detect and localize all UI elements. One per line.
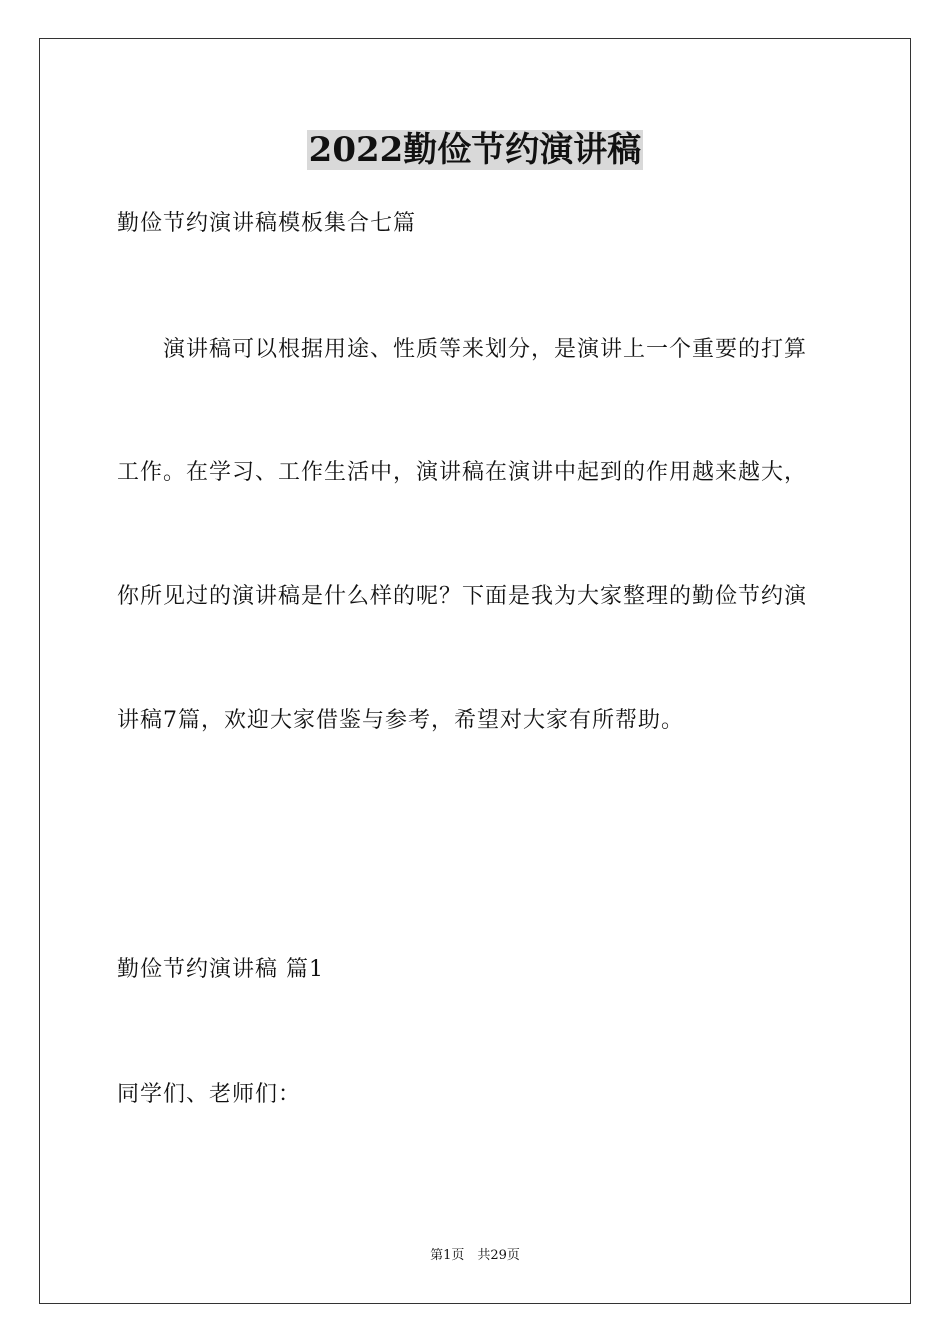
document-title: [0, 128, 950, 172]
document-title-text: 2022勤俭节约演讲稿: [308, 130, 642, 170]
page-footer: 第1页 共29页: [430, 1248, 520, 1263]
section-heading: 勤俭节约演讲稿 篇1: [117, 957, 324, 982]
document-subtitle: 勤俭节约演讲稿模板集合七篇: [117, 211, 417, 236]
intro-line-3: 你所见过的演讲稿是什么样的呢？下面是我为大家整理的勤俭节约演: [117, 584, 808, 609]
intro-line-2: 工作。在学习、工作生活中，演讲稿在演讲中起到的作用越来越大，: [117, 460, 808, 485]
salutation: 同学们、老师们：: [117, 1082, 302, 1107]
intro-line-1: 演讲稿可以根据用途、性质等来划分，是演讲上一个重要的打算: [163, 337, 808, 362]
intro-line-4: 讲稿7篇，欢迎大家借鉴与参考，希望对大家有所帮助。: [117, 708, 684, 733]
